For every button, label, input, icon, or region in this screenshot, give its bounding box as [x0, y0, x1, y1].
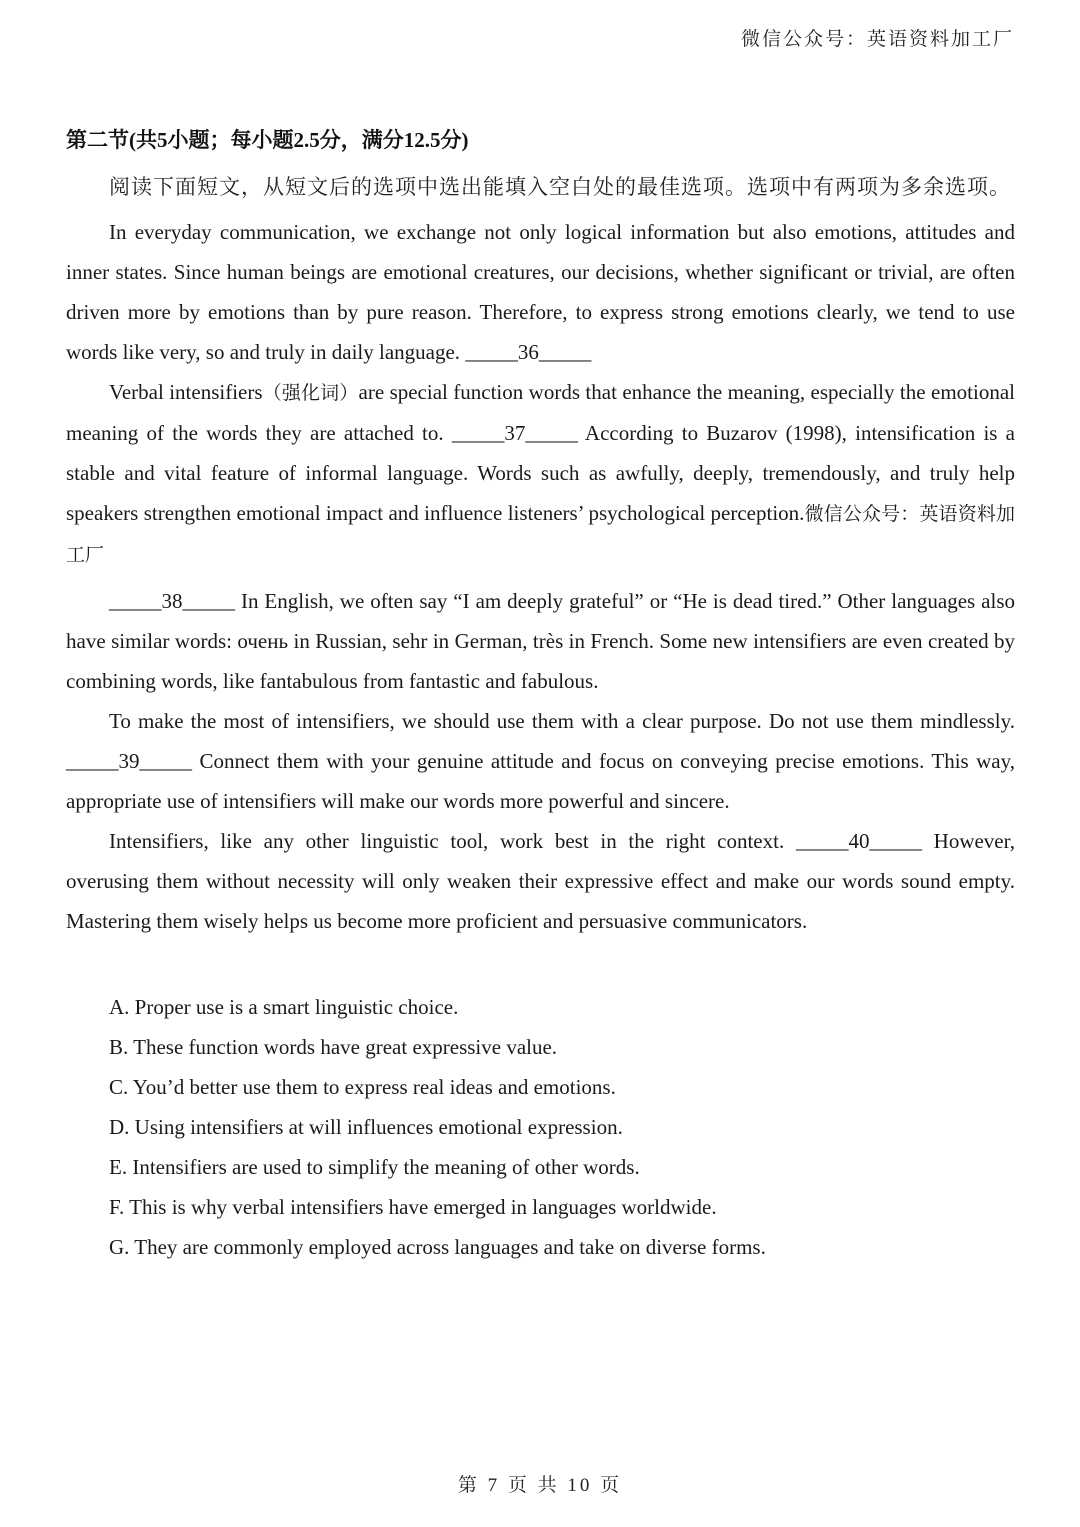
paragraph-2-chinese-gloss: （强化词）: [262, 382, 359, 404]
paragraph-4-text-b: Connect them with your genuine attitude and focus on conveying precise emotions. This way, appropriate use of intensifiers will make our words more powerful and sincere.: [66, 749, 1016, 813]
passage-paragraph-1: [66, 212, 1015, 372]
blank-38[interactable]: _____38_____: [109, 589, 235, 613]
section-instruction: 阅读下面短文，从短文后的选项中选出能填入空白处的最佳选项。选项中有两项为多余选项。: [109, 175, 1011, 199]
header-watermark: 微信公众号：英语资料加工厂: [740, 29, 1014, 50]
passage-paragraph-5: [66, 821, 1015, 941]
paragraph-4-text-a: To make the most of intensifiers, we should use them with a clear purpose. Do not use them mindlessly.: [109, 709, 1015, 733]
page-number-footer: 第 7 页 共 10 页: [457, 1475, 623, 1496]
option-g[interactable]: G. They are commonly employed across languages and take on diverse forms.: [109, 1235, 766, 1259]
blank-37[interactable]: _____37_____: [451, 421, 578, 445]
option-c[interactable]: C. You’d better use them to express real ideas and emotions.: [109, 1075, 616, 1099]
paragraph-1-text: In everyday communication, we exchange not only logical information but also emotions, attitudes and inner states. Since human beings are emotional creatures, our decisions, whether significant or trivial, are often driven more by emotions than by pure reason. Therefore, to express strong emotions clearly, we tend to use words like very, so and truly in daily language.: [66, 220, 1015, 364]
passage-paragraph-3: [66, 581, 1015, 701]
option-f[interactable]: F. This is why verbal intensifiers have emerged in languages worldwide.: [109, 1195, 717, 1219]
option-d[interactable]: D. Using intensifiers at will influences emotional expression.: [109, 1115, 623, 1139]
answer-options-list: [109, 987, 766, 1267]
paragraph-3-text: In English, we often say “I am deeply grateful” or “He is dead tired.” Other languages also have similar words: очень in Russian, sehr in German, très in French. Some new intensifiers are even created by combining words, like fantabulous from fantastic and fabulous.: [66, 589, 1016, 693]
paragraph-2-watermark: 微信公众号：英语资料加工厂: [66, 503, 1015, 566]
paragraph-2-text-b: are special function words that enhance the meaning, especially the emotional meaning of the words they are attached to.: [66, 380, 1015, 445]
option-b[interactable]: B. These function words have great expressive value.: [109, 1035, 558, 1059]
paragraph-2-text-a: Verbal intensifiers: [109, 380, 263, 404]
option-e[interactable]: E. Intensifiers are used to simplify the meaning of other words.: [109, 1155, 640, 1179]
passage-paragraph-2: [66, 372, 1015, 575]
paragraph-5-text-a: Intensifiers, like any other linguistic tool, work best in the right context.: [109, 829, 785, 853]
option-a[interactable]: A. Proper use is a smart linguistic choice.: [109, 995, 459, 1019]
section-title: 第二节(共5小题；每小题2.5分，满分12.5分): [66, 128, 469, 152]
blank-40[interactable]: _____40_____: [795, 829, 922, 853]
blank-36[interactable]: _____36_____: [465, 340, 592, 364]
paragraph-5-text-b: However, overusing them without necessity will only weaken their expressive effect and make our words sound empty. Mastering them wisely helps us become more proficient and persuasive communicators.: [66, 829, 1016, 933]
reading-passage: [66, 212, 1015, 941]
passage-paragraph-4: [66, 701, 1015, 821]
blank-39[interactable]: _____39_____: [66, 749, 192, 773]
paragraph-2-text-c: According to Buzarov (1998), intensification is a stable and vital feature of informal language. Words such as awfully, deeply, tremendously, and truly help speakers strengthen emotional impact and influence listeners’ psychological perception.: [66, 421, 1016, 525]
